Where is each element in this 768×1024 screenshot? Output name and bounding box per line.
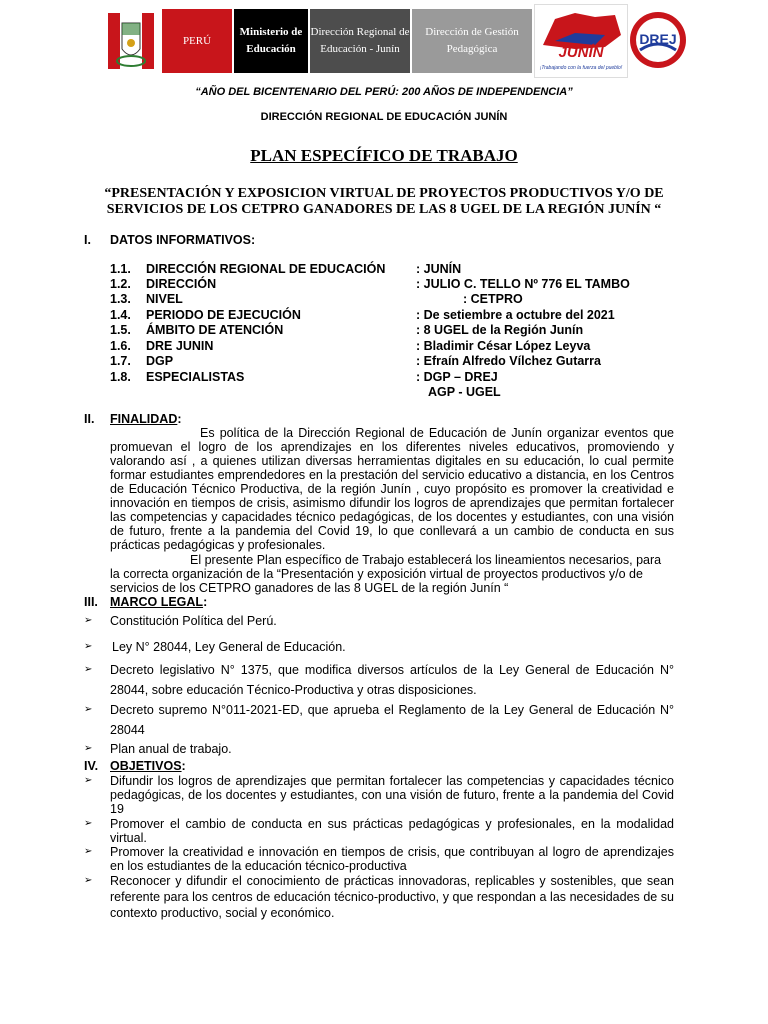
section-3-number: III. (84, 595, 98, 609)
year-motto: “AÑO DEL BICENTENARIO DEL PERÚ: 200 AÑOS DE INDEPENDENCIA” (195, 86, 573, 98)
junin-logo-slogan: ¡Trabajando con la fuerza del pueblo! (539, 65, 623, 71)
info-row-extra: AGP - UGEL (428, 385, 501, 399)
bullet-arrow-icon: ➢ (84, 775, 93, 786)
regional-heading: DIRECCIÓN REGIONAL DE EDUCACIÓN JUNÍN (260, 111, 508, 123)
plan-subtitle: “PRESENTACIÓN Y EXPOSICION VIRTUAL DE PROYECTOS PRODUCTIVOS Y/O DE SERVICIOS DE LOS CETPRO GANADORES DE LAS 8 UGEL DE LA REGIÓN JUNÍN “ (104, 186, 664, 217)
regional-directorate-label: Dirección Regional de Educación - Junín (310, 9, 410, 73)
section-1-number: I. (84, 233, 91, 247)
drej-logo-text: DREJ (639, 31, 677, 47)
junin-logo (534, 4, 628, 78)
section-4-number: IV. (84, 759, 99, 773)
bullet-arrow-icon: ➢ (84, 641, 93, 652)
info-row: 1.8. ESPECIALISTAS : DGP – DREJ (110, 370, 498, 384)
info-row: 1.6. DRE JUNIN : Bladimir César López Leyva (110, 339, 591, 353)
info-row: 1.4. PERIODO DE EJECUCIÓN : De setiembre a octubre del 2021 (110, 308, 615, 322)
peru-label: PERÚ (162, 9, 232, 73)
info-row: 1.3. NIVEL : CETPRO (110, 292, 523, 306)
ministry-label: Ministerio de Educación (234, 9, 308, 73)
section-2-number: II. (84, 412, 95, 426)
info-row: 1.2. DIRECCIÓN : JULIO C. TELLO Nº 776 EL TAMBO (110, 277, 630, 291)
info-row: 1.7. DGP : Efraín Alfredo Vílchez Gutarra (110, 354, 601, 368)
bullet-arrow-icon: ➢ (84, 846, 93, 857)
section-2-title: FINALIDAD: (110, 412, 182, 426)
page-title: PLAN ESPECÍFICO DE TRABAJO (250, 146, 518, 165)
finalidad-paragraph-2: El presente Plan específico de Trabajo establecerá los lineamientos necesarios, para la correcta organización de la “Presentación y exposición virtual de proyectos productivos y/o de servicios de los CETPRO ganadores de las 8 UGEL de la región Junín “ (110, 553, 662, 595)
bullet-arrow-icon: ➢ (84, 615, 93, 626)
section-4-title: OBJETIVOS: (110, 759, 186, 773)
info-row: 1.5. ÁMBITO DE ATENCIÓN : 8 UGEL de la Región Junín (110, 323, 584, 337)
bullet-arrow-icon: ➢ (84, 818, 93, 829)
finalidad-paragraph-1: Es política de la Dirección Regional de Educación de Junín organizar eventos que promuevan el logro de los aprendizajes en los diferentes niveles educativos, promoviendo y valorando así , a quienes utilizan diversas herramientas digitales en su educación, lo cual permite formar estudiantes emprendedores en la prestación del servicio educativo a distancia, en los Centros de Educación Técnico Productiva, de la región Junín , cuyo propósito es promover la creatividad e innovación en tiempos de crisis, asimismo difundir los logros de aprendizajes que permitan fortalecer las competencias y capacidades técnico pedagógicas, de los docentes y estudiantes, con una visión de futuro, frente a la pandemia del Covid 19, lo que conllevará a un cambio de conducta en sus prácticas pedagógicas y profesionales. (110, 426, 674, 552)
bullet-arrow-icon: ➢ (84, 875, 93, 886)
bullet-arrow-icon: ➢ (84, 664, 93, 675)
junin-logo-text: JUNÍN (558, 44, 604, 61)
drej-logo (628, 10, 688, 70)
peru-coat-of-arms (100, 9, 162, 73)
info-row: 1.1. DIRECCIÓN REGIONAL DE EDUCACIÓN : JUNÍN (110, 262, 462, 276)
bullet-arrow-icon: ➢ (84, 743, 93, 754)
section-3-title: MARCO LEGAL: (110, 595, 208, 609)
management-label: Dirección de Gestión Pedagógica (412, 9, 532, 73)
bullet-arrow-icon: ➢ (84, 704, 93, 715)
section-1-title: DATOS INFORMATIVOS: (110, 233, 256, 247)
